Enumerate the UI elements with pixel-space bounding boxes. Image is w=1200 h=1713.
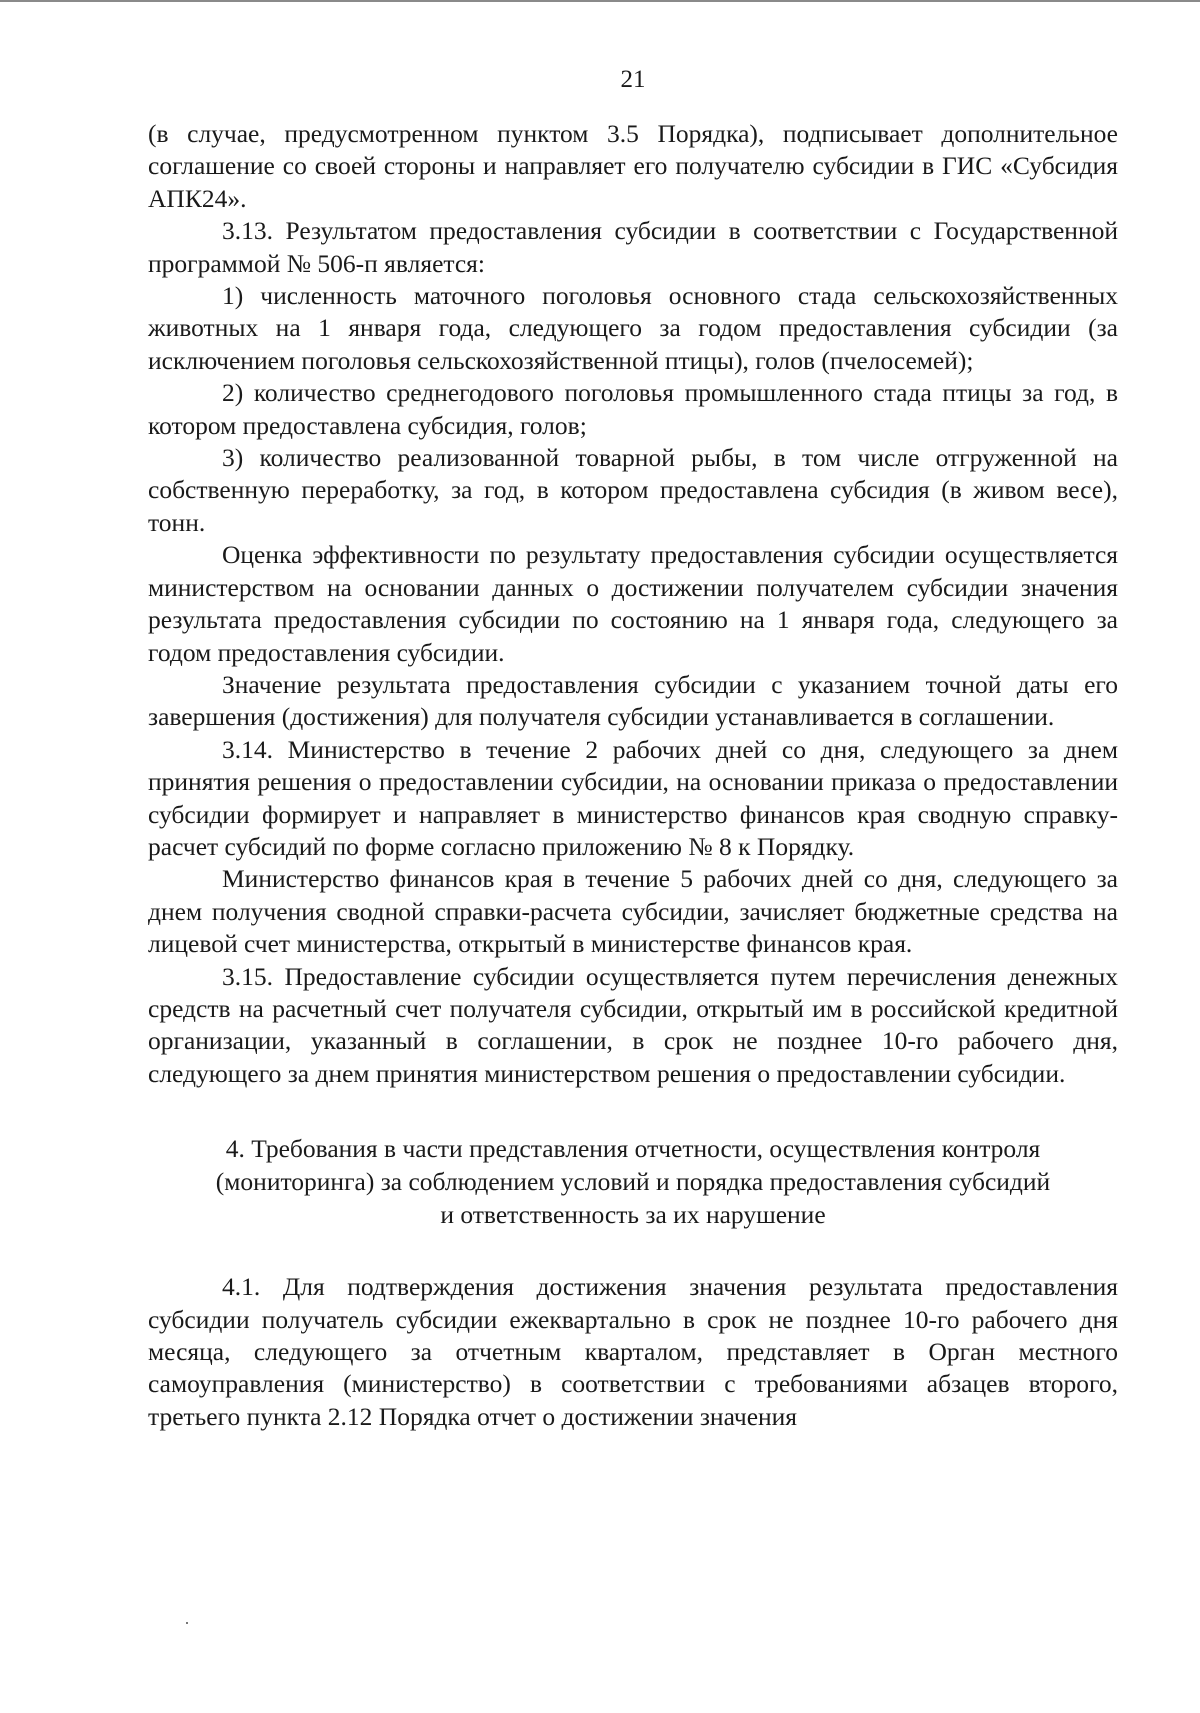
paragraph: Министерство финансов края в течение 5 рабочих дней со дня, следующего за днем получения сводной справки-расчета субсидии, зачисляет бюджетные средства на лицевой счет министерства, открытый в министерстве финансов края.: [148, 864, 1118, 959]
section-heading-line: 4. Требования в части представления отчетности, осуществления контроля: [225, 1134, 1041, 1164]
paragraph: 3.15. Предоставление субсидии осуществляется путем перечисления денежных средств на расчетный счет получателя субсидии, открытый им в российской кредитной организации, указанный в соглашении, в срок не позднее 10-го рабочего дня, следующего за днем принятия министерством решения о предоставлении субсидии.: [148, 961, 1118, 1088]
paragraph: Оценка эффективности по результату предоставления субсидии осуществляется министерством на основании данных о достижении получателем субсидии значения результата предоставления субсидии по состоянию на 1 января года, следующего за годом предоставления субсидии.: [148, 540, 1118, 667]
scan-speck: [186, 1622, 188, 1624]
paragraph: Значение результата предоставления субсидии с указанием точной даты его завершения (достижения) для получателя субсидии устанавливается в соглашении.: [148, 669, 1118, 732]
paragraph: 1) численность маточного поголовья основного стада сельскохозяйственных животных на 1 января года, следующего за годом предоставления субсидии (за исключением поголовья сельскохозяйственной птицы), голов (пчелосемей);: [148, 281, 1118, 375]
scan-top-edge: [0, 0, 1200, 2]
section-heading-line: (мониторинга) за соблюдением условий и порядка предоставления субсидий: [215, 1167, 1051, 1197]
document-page: [148, 64, 1118, 1433]
section-heading: [148, 1132, 1118, 1231]
section-heading-line: и ответственность за их нарушение: [440, 1200, 826, 1230]
paragraph: 2) количество среднегодового поголовья промышленного стада птицы за год, в котором предоставлена субсидия, голов;: [148, 378, 1118, 440]
page-number: 21: [620, 66, 646, 93]
paragraph: 3.14. Министерство в течение 2 рабочих дней со дня, следующего за днем принятия решения о предоставлении субсидии, на основании приказа о предоставлении субсидии формирует и направляет в министерство финансов края сводную справку-расчет субсидий по форме согласно приложению № 8 к Порядку.: [148, 734, 1118, 861]
paragraph: (в случае, предусмотренном пунктом 3.5 Порядка), подписывает дополнительное соглашение со своей стороны и направляет его получателю субсидии в ГИС «Субсидия АПК24».: [148, 119, 1118, 213]
paragraph: 4.1. Для подтверждения достижения значения результата предоставления субсидии получатель субсидии ежеквартально в срок не позднее 10-го рабочего дня месяца, следующего за отчетным кварталом, представляет в Орган местного самоуправления (министерство) в соответствии с требованиями абзацев второго, третьего пункта 2.12 Порядка отчет о достижении значения: [148, 1272, 1118, 1431]
paragraph: 3) количество реализованной товарной рыбы, в том числе отгруженной на собственную переработку, за год, в котором предоставлена субсидия (в живом весе), тонн.: [148, 443, 1118, 537]
body-text-after: [148, 1271, 1118, 1433]
paragraph: 3.13. Результатом предоставления субсидии в соответствии с Государственной программой № 506-п является:: [148, 216, 1118, 278]
body-text-before: [148, 118, 1118, 1090]
